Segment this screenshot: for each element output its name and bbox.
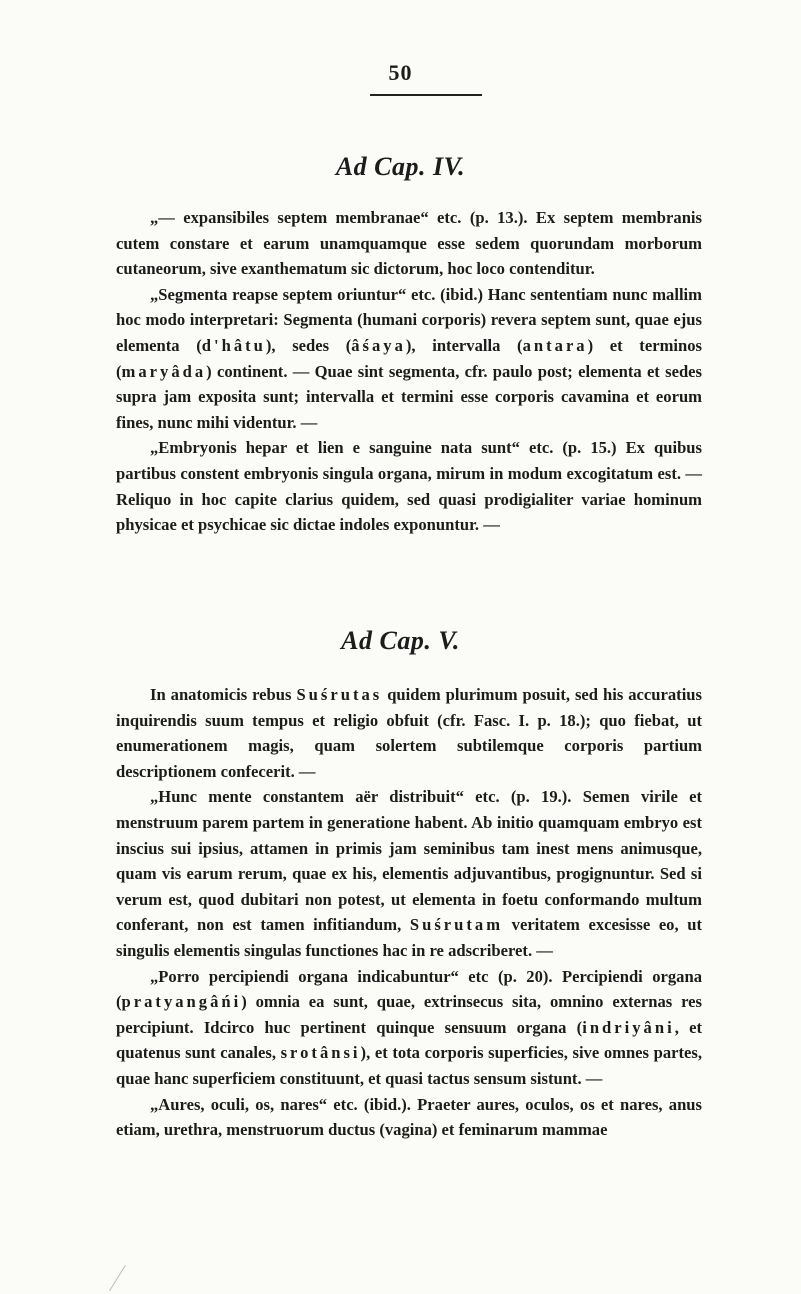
section-body-cap-v <box>116 682 702 1143</box>
paragraph: In anatomicis rebus Suśrutas quidem plurimum posuit, sed his accuratius inquirendis suum tempus et religio obfuit (cfr. Fasc. I. p. 18.); quo fiebat, ut enumerationem magis, quam solertem subtilemque corporis partium descriptionem confecerit. — <box>116 685 702 781</box>
paragraph: „Aures, oculi, os, nares“ etc. (ibid.). Praeter aures, oculos, os et nares, anus etiam, urethra, menstruorum ductus (vagina) et feminarum mammae <box>116 1094 702 1140</box>
section-heading-cap-iv: Ad Cap. IV. <box>335 152 466 181</box>
section-heading-cap-v: Ad Cap. V. <box>341 626 460 655</box>
paragraph: „Hunc mente constantem aër distribuit“ etc. (p. 19.). Semen virile et menstruum parem partem in generatione habent. Ab initio quamquam embryo est inscius sui ipsius, attamen in primis jam seminibus tam inest mens animusque, quam vis earum rerum, quae ex his, elementis adjuvantibus, progignuntur. Sed si verum est, quod dubitari non potest, ut elementa in foetu conformando multum conferant, non est tamen infitiandum, Suśrutam veritatem excesisse eo, ut singulis elementis singulas functiones hac in re adscriberet. — <box>116 787 702 960</box>
sanskrit-term: d'hâtu <box>201 335 266 355</box>
sanskrit-term: antara <box>522 335 588 355</box>
paragraph: „Segmenta reapse septem oriuntur“ etc. (ibid.) Hanc sententiam nunc mallim hoc modo interpretari: Segmenta (humani corporis) revera septem sunt, quae ejus elementa (d'hâtu), sedes (âśaya), intervalla (antara) et terminos (maryâda) continent. — Quae sint segmenta, cfr. paulo post; elementa et sedes supra jam exposita sunt; intervalla et termini esse corporis cavamina et eorum fines, nunc mihi videntur. — <box>116 284 702 432</box>
header-rule <box>370 94 482 96</box>
sanskrit-term: âśaya <box>351 335 406 355</box>
stray-pencil-mark <box>109 1265 126 1291</box>
sanskrit-term: indriyâni <box>582 1017 675 1037</box>
sanskrit-term: srotânsi <box>280 1043 361 1063</box>
section-body-cap-iv <box>116 205 702 538</box>
sanskrit-term: Suśrutas <box>296 685 383 704</box>
page-number: 50 <box>388 60 413 85</box>
paragraph: „Porro percipiendi organa indicabuntur“ etc (p. 20). Percipiendi organa (pratyangâńi) omnia ea sunt, quae, extrinsecus sita, omnino externas res percipiunt. Idcirco huc pertinent quinque sensuum organa (indriyâni, et quatenus sunt canales, srotânsi), et tota corporis superficies, sive omnes partes, quae hanc superficiem constituunt, et quasi tactus sensum sistunt. — <box>116 966 702 1088</box>
sanskrit-term: maryâda <box>121 361 207 381</box>
sanskrit-term: pratyangâńi <box>121 992 242 1012</box>
sanskrit-term: Suśrutam <box>409 915 504 935</box>
paragraph: „Embryonis hepar et lien e sanguine nata sunt“ etc. (p. 15.) Ex quibus partibus constent embryonis singula organa, mirum in modum excogitatum est. — Reliquo in hoc capite clarius quidem, sed quasi prodigialiter variae hominum physicae et psychicae sic dictae indoles exponuntur. — <box>116 438 702 535</box>
paragraph: „— expansibiles septem membranae“ etc. (p. 13.). Ex septem membranis cutem constare et earum unamquamque esse sedem quorundam morborum cutaneorum, sive exanthematum sic dictorum, hoc loco contenditur. <box>116 208 702 279</box>
